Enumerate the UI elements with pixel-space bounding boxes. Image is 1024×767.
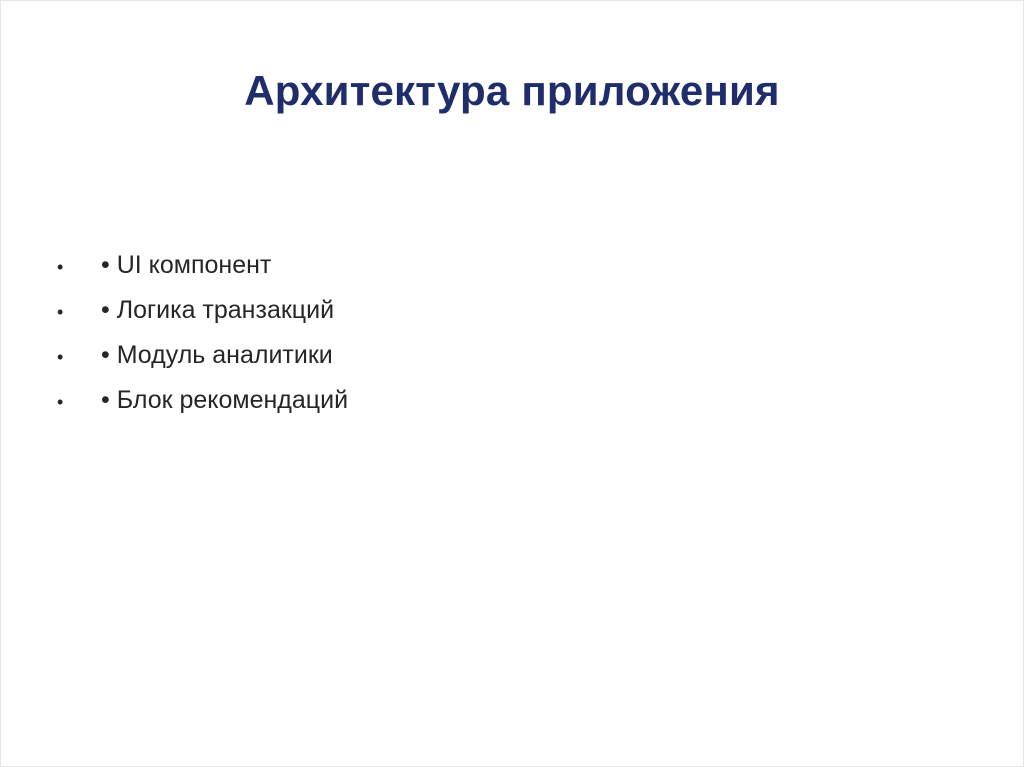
bullet-list: [57, 251, 348, 431]
list-item-text: • Модуль аналитики: [101, 341, 333, 369]
list-item-text: • Блок рекомендаций: [101, 386, 349, 414]
bullet-icon: •: [57, 302, 64, 322]
list-item: [57, 251, 348, 296]
bullet-icon: •: [57, 347, 64, 367]
list-item-text: • Логика транзакций: [101, 296, 335, 324]
slide-title: Архитектура приложения: [244, 67, 780, 114]
list-item: [57, 296, 348, 341]
list-item: [57, 386, 348, 431]
list-item-text: • UI компонент: [101, 251, 272, 279]
bullet-icon: •: [57, 392, 64, 412]
list-item: [57, 341, 348, 386]
bullet-icon: •: [57, 257, 64, 277]
